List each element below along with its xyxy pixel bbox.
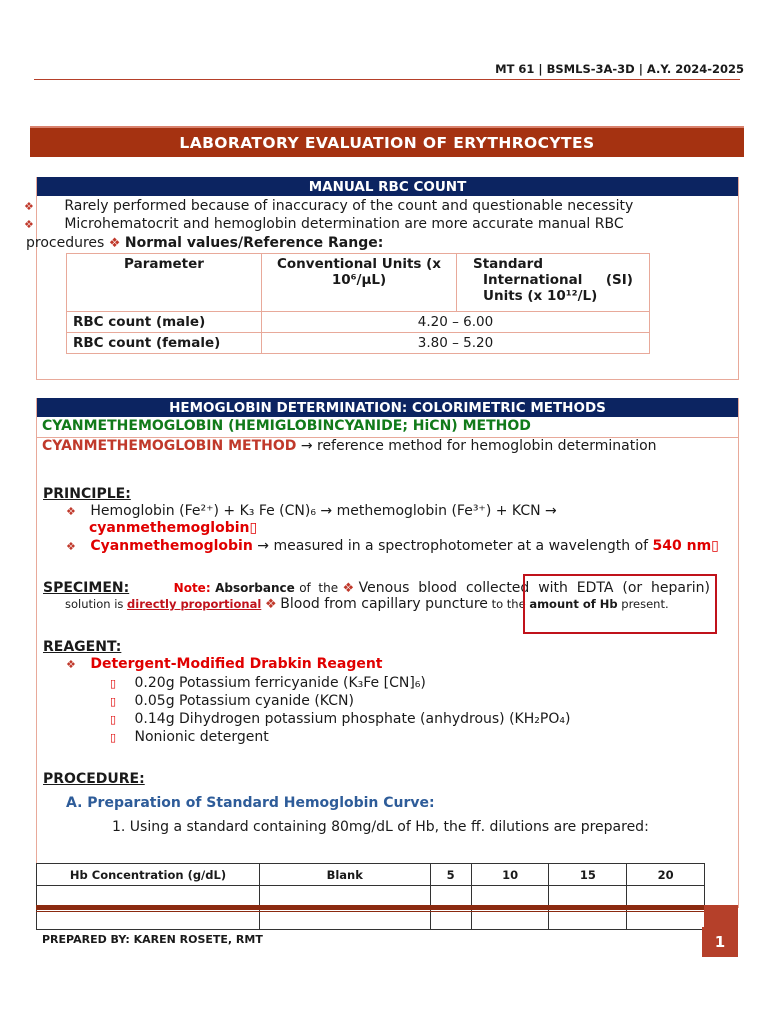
table-header-cell: Conventional Units (x 10⁶/µL) (262, 254, 457, 312)
placeholder-glyph-icon: ▯ (110, 713, 117, 726)
principle-item-1: ❖ Hemoglobin (Fe²⁺) + K₃ Fe (CN)₆ → methemoglobin (Fe³⁺) + KCN → (66, 503, 557, 519)
page-number-tab (704, 905, 738, 927)
page-title: LABORATORY EVALUATION OF ERYTHROCYTES (30, 126, 744, 157)
table-header-cell: 5 (430, 864, 471, 886)
procedure-step-a: A. Preparation of Standard Hemoglobin Curve: (66, 795, 435, 811)
placeholder-glyph-icon: ▯ (110, 731, 117, 744)
hb-dilution-table (36, 863, 705, 930)
table-header-cell: 20 (627, 864, 705, 886)
placeholder-glyph-icon: ▯ (110, 695, 117, 708)
reagent-item: ▯ 0.14g Dihydrogen potassium phosphate (anhydrous) (KH₂PO₄) (110, 711, 571, 727)
footer-divider-thin (36, 911, 704, 912)
specimen-heading: SPECIMEN: (43, 580, 130, 596)
procedure-heading: PROCEDURE: (43, 771, 145, 787)
principle-heading: PRINCIPLE: (43, 486, 131, 502)
placeholder-glyph-icon: ▯ (249, 520, 258, 536)
diamond-bullet-icon: ❖ (24, 218, 34, 231)
table-row (37, 864, 705, 886)
principle-item-2: ❖ Cyanmethemoglobin → measured in a spectrophotometer at a wavelength of 540 nm▯ (66, 538, 719, 554)
hemoglobin-section-heading: HEMOGLOBIN DETERMINATION: COLORIMETRIC METHODS (37, 398, 738, 417)
method-subheading: CYANMETHEMOGLOBIN (HEMIGLOBINCYANIDE; HiCN) METHOD (42, 418, 531, 434)
placeholder-glyph-icon: ▯ (110, 677, 117, 690)
principle-item-1-product: cyanmethemoglobin▯ (89, 520, 258, 536)
rbc-bullet-2: ❖ Microhematocrit and hemoglobin determination are more accurate manual RBC (24, 216, 624, 232)
table-header-cell: Blank (260, 864, 431, 886)
reagent-name: ❖ Detergent-Modified Drabkin Reagent (66, 656, 383, 672)
normal-values-label: Normal values/Reference Range: (124, 235, 384, 251)
diamond-bullet-icon: ❖ (24, 200, 34, 213)
table-row: RBC count (male) 4.20 – 6.00 (67, 312, 650, 333)
annotation-highlight-box (523, 574, 717, 634)
diamond-bullet-icon: ❖ (66, 540, 76, 553)
reagent-item: ▯ Nonionic detergent (110, 729, 269, 745)
footer-divider (36, 905, 704, 910)
page-number: 1 (702, 927, 738, 957)
diamond-bullet-icon: ❖ (108, 236, 121, 251)
table-header-cell: Standard International (SI) Units (x 10¹²/L) (457, 254, 650, 312)
specimen-line-2: solution is directly proportional ❖ Blood from capillary puncture to the amount of Hb present. (65, 596, 669, 612)
table-header-cell: 10 (471, 864, 549, 886)
placeholder-glyph-icon: ▯ (711, 538, 719, 554)
rbc-bullet-1: ❖ Rarely performed because of inaccuracy of the count and questionable necessity (24, 198, 634, 214)
rbc-bullet-2-continuation: procedures ❖ Normal values/Reference Range: (26, 235, 384, 251)
diamond-bullet-icon: ❖ (264, 597, 277, 612)
table-header-cell: 15 (549, 864, 627, 886)
method-intro: CYANMETHEMOGLOBIN METHOD → reference method for hemoglobin determination (42, 438, 657, 454)
procedure-step-1: 1. Using a standard containing 80mg/dL of Hb, the ff. dilutions are prepared: (112, 819, 649, 835)
reagent-item: ▯ 0.20g Potassium ferricyanide (K₃Fe [CN]₆) (110, 675, 426, 691)
diamond-bullet-icon: ❖ (66, 658, 76, 671)
reagent-heading: REAGENT: (43, 639, 122, 655)
reference-range-table (66, 253, 650, 354)
diamond-bullet-icon: ❖ (342, 581, 355, 596)
reagent-item: ▯ 0.05g Potassium cyanide (KCN) (110, 693, 354, 709)
table-header-cell: Parameter (67, 254, 262, 312)
diamond-bullet-icon: ❖ (66, 505, 76, 518)
specimen-line: SPECIMEN: Note: Absorbance of the ❖ Venous blood collected with EDTA (or heparin) (43, 580, 710, 596)
document-header: MT 61 | BSMLS-3A-3D | A.Y. 2024-2025 (495, 62, 744, 76)
rbc-section-heading: MANUAL RBC COUNT (37, 177, 738, 196)
prepared-by: PREPARED BY: KAREN ROSETE, RMT (42, 933, 263, 946)
table-header-cell: Hb Concentration (g/dL) (37, 864, 260, 886)
header-divider (34, 79, 740, 80)
table-row: RBC count (female) 3.80 – 5.20 (67, 333, 650, 354)
